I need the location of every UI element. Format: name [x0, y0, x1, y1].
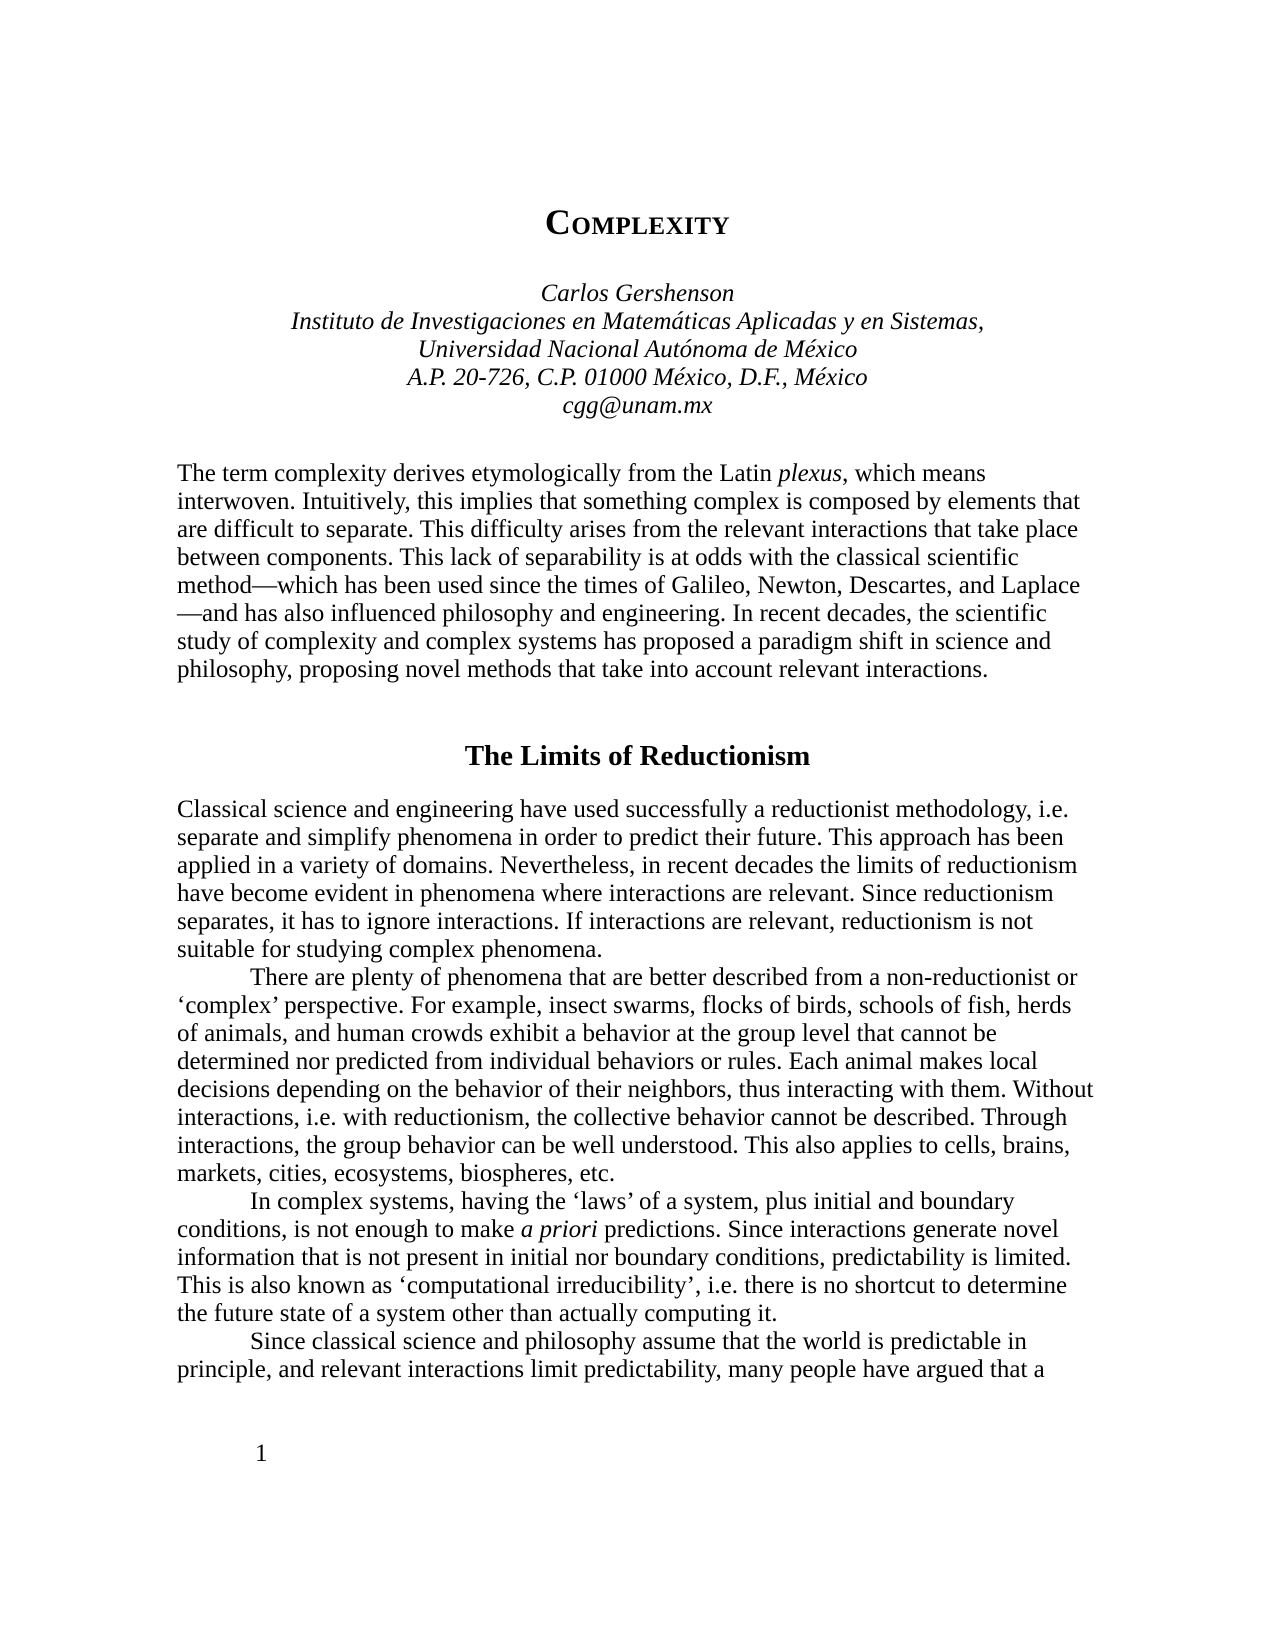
author-email: cgg@unam.mx [562, 392, 713, 419]
paragraph-reductionist-methodology: Classical science and engineering have used successfully a reductionist methodology, i.e. separate and simplify phenomena in order to predict their future. This approach has been applied in a variety of domains. Nevertheless, in recent decades the limits of reductionism have become evident in phenomena where interactions are relevant. Since reductionism separates, it has to ignore interactions. If interactions are relevant, reductionism is not suitable for studying complex phenomena. [177, 796, 1078, 963]
page-number: 1 [255, 1440, 268, 1467]
section-heading-limits-of-reductionism: The Limits of Reductionism [464, 740, 811, 772]
paragraph-intro: The term complexity derives etymologically from the Latin plexus, which means interwoven. Intuitively, this implies that something complex is composed by elements that are difficult to separate. This difficulty arises from the relevant interactions that take place between components. This lack of separability is at odds with the classical scientific method—which has been used since the times of Galileo, Newton, Descartes, and Laplace—and has also influenced philosophy and engineering. In recent decades, the scientific study of complexity and complex systems has proposed a paradigm shift in science and philosophy, proposing novel methods that take into account relevant interactions. [177, 460, 1081, 683]
author-address: A.P. 20-726, C.P. 01000 México, D.F., México [407, 364, 868, 391]
author-name: Carlos Gershenson [540, 280, 735, 307]
paragraph-non-reductionist-phenomena: There are plenty of phenomena that are better described from a non-reductionist or ‘complex’ perspective. For example, insect swarms, flocks of birds, schools of fish, herds of animals, and human crowds exhibit a behavior at the group level that cannot be determined nor predicted from individual behaviors or rules. Each animal makes local decisions depending on the behavior of their neighbors, thus interacting with them. Without interactions, i.e. with reductionism, the collective behavior cannot be described. Through interactions, the group behavior can be well understood. This also applies to cells, brains, markets, cities, ecosystems, biospheres, etc. [177, 964, 1094, 1187]
page-content [177, 200, 1098, 1468]
author-affiliation-university: Universidad Nacional Autónoma de México [417, 336, 858, 363]
paragraph-predictability: Since classical science and philosophy assume that the world is predictable in principle, and relevant interactions limit predictability, many people have argued that a [177, 1328, 1045, 1383]
paper-title: Complexity [544, 202, 731, 242]
paragraph-complex-systems-laws: In complex systems, having the ‘laws’ of a system, plus initial and boundary conditions, is not enough to make a priori predictions. Since interactions generate novel information that is not present in initial nor boundary conditions, predictability is limited. This is also known as ‘computational irreducibility’, i.e. there is no shortcut to determine the future state of a system other than actually computing it. [177, 1188, 1072, 1327]
author-block [177, 280, 1098, 420]
author-affiliation-institute: Instituto de Investigaciones en Matemáticas Aplicadas y en Sistemas, [290, 308, 985, 335]
